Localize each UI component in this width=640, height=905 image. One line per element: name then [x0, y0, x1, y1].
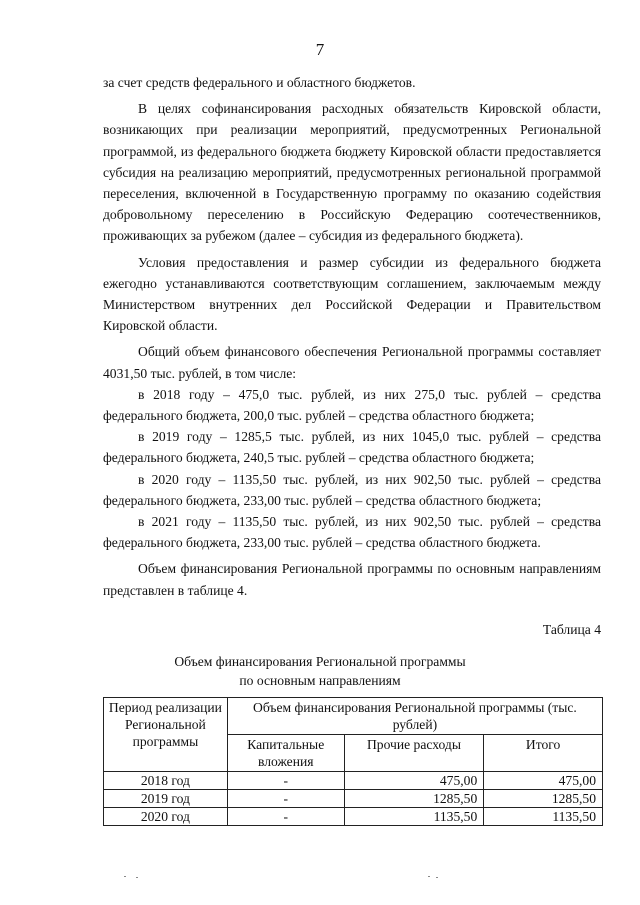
page-number: 7	[315, 40, 325, 59]
cell-other: 475,00	[344, 772, 484, 790]
table-label: Таблица 4	[542, 622, 601, 637]
table-row	[104, 808, 603, 826]
cell-total: 475,00	[484, 772, 603, 790]
paragraph-year-2019: в 2019 году – 1285,5 тыс. рублей, из них 1045,0 тыс. рублей – средства федерального бюджета, 240,5 тыс. рублей – средства областного бюджета;	[103, 429, 601, 466]
cell-period: 2020 год	[104, 808, 228, 826]
cell-capital: -	[227, 772, 344, 790]
cell-other: 1135,50	[344, 808, 484, 826]
header-other: Прочие расходы	[344, 735, 484, 772]
paragraph-subsidy: В целях софинансирования расходных обязательств Кировской области, возникающих при реализации мероприятий, предусмотренных Региональной программой, из федерального бюджета бюджету Кировской области предоставляется субсидия на реализацию мероприятий, предусмотренных региональной программой переселения, включенной в Государственную программу по оказанию содействия добровольному переселению в Российскую Федерацию соотечественников, проживающих за рубежом (далее – субсидия из федерального бюджета).	[103, 101, 601, 244]
paragraph-conditions: Условия предоставления и размер субсидии из федерального бюджета ежегодно устанавливаются соответствующим соглашением, заключаемым между Министерством внутренних дел Российской Федерации и Правительством Кировской области.	[103, 254, 601, 334]
cell-total: 1135,50	[484, 808, 603, 826]
funding-table	[103, 697, 603, 826]
paragraph-year-2018: в 2018 году – 475,0 тыс. рублей, из них 275,0 тыс. рублей – средства федерального бюджета, 200,0 тыс. рублей – средства областного бюджета;	[103, 386, 601, 424]
paragraph-table-reference: Объем финансирования Региональной программы по основным направлениям представлен в таблице 4.	[103, 561, 601, 598]
paragraph-continuation: за счет средств федерального и областного бюджетов.	[103, 75, 416, 90]
table-title	[0, 652, 640, 690]
header-total: Итого	[484, 735, 603, 772]
scan-artifact	[436, 877, 438, 878]
header-period: Период реализации Региональной программы	[104, 698, 228, 772]
table-row	[104, 772, 603, 790]
paragraph-year-2021: в 2021 году – 1135,50 тыс. рублей, из них 902,50 тыс. рублей – средства федерального бюджета, 233,00 тыс. рублей – средства областного бюджета.	[103, 514, 601, 551]
header-funding: Объем финансирования Региональной программы (тыс. рублей)	[227, 698, 602, 735]
cell-other: 1285,50	[344, 790, 484, 808]
paragraph-total-volume: Общий объем финансового обеспечения Региональной программы составляет 4031,50 тыс. рублей, в том числе:	[103, 344, 601, 381]
cell-capital: -	[227, 790, 344, 808]
scan-artifact	[428, 876, 430, 877]
cell-capital: -	[227, 808, 344, 826]
header-capital: Капитальные вложения	[227, 735, 344, 772]
cell-total: 1285,50	[484, 790, 603, 808]
cell-period: 2019 год	[104, 790, 228, 808]
table-title-line-2: по основным направлениям	[239, 673, 401, 688]
table-header-row	[104, 698, 603, 735]
paragraph-year-2020: в 2020 году – 1135,50 тыс. рублей, из них 902,50 тыс. рублей – средства федерального бюджета, 233,00 тыс. рублей – средства областного бюджета;	[103, 471, 601, 508]
scan-artifact	[136, 877, 138, 878]
cell-period: 2018 год	[104, 772, 228, 790]
scan-artifact	[124, 876, 126, 877]
table-title-line-1: Объем финансирования Региональной программы	[174, 654, 466, 669]
table-row	[104, 790, 603, 808]
document-body	[103, 72, 601, 601]
